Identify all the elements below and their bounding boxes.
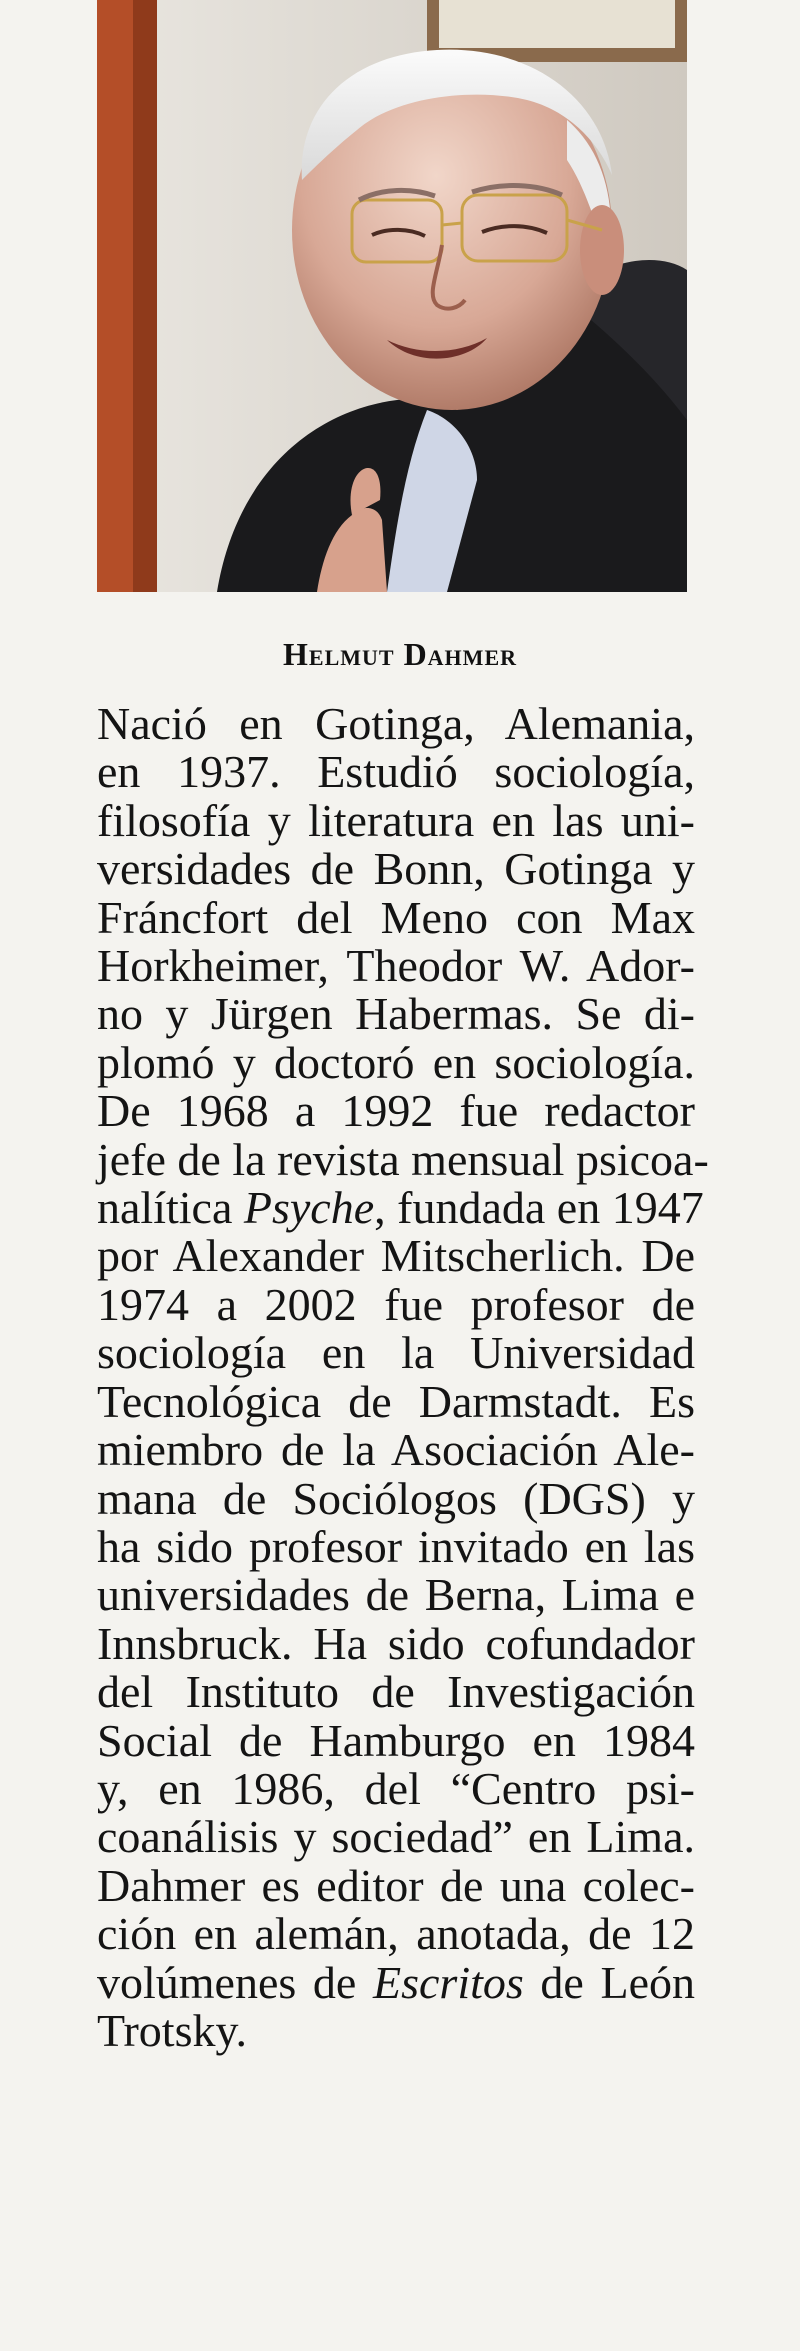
bio-line (97, 891, 695, 943)
bio-line (97, 1375, 695, 1427)
bio-text: Social de Hamburgo en 1984 (97, 1714, 695, 1766)
bio-line (97, 1668, 695, 1716)
bio-text: Horkheimer, Theodor W. Ador- (97, 940, 695, 992)
bio-line (97, 1956, 695, 2008)
bio-line (97, 1329, 695, 1377)
bio-line (97, 700, 695, 748)
bio-text: de León (523, 1956, 695, 2008)
bio-line (97, 1182, 704, 1234)
bio-text: 1974 a 2002 fue profesor de (97, 1278, 695, 1330)
author-photo (97, 0, 687, 592)
bio-line (97, 1087, 695, 1135)
bio-line (97, 1910, 695, 1958)
author-biography (97, 698, 709, 2056)
bio-line (97, 845, 695, 893)
bio-text: universidades de Berna, Lima e (97, 1569, 695, 1621)
bio-line (97, 990, 695, 1038)
bio-line (97, 1762, 695, 1814)
bio-italic-title: Psyche (243, 1182, 375, 1234)
bio-text: Fráncfort del Meno con Max (97, 891, 695, 943)
bio-text: sociología en la Universidad (97, 1327, 695, 1379)
bio-text: filosofía y literatura en las uni- (97, 794, 695, 846)
bio-text: plomó y doctoró en sociología. (97, 1036, 695, 1088)
bio-line (97, 1859, 695, 1911)
bio-text: no y Jürgen Habermas. Se di- (97, 988, 695, 1040)
bio-text: por Alexander Mitscherlich. De (97, 1230, 695, 1282)
bio-text: ción en alemán, anotada, de 12 (97, 1908, 695, 1960)
bio-text: y, en 1986, del “Centro psi- (97, 1762, 695, 1814)
bio-line (97, 1571, 695, 1619)
bio-text: Innsbruck. Ha sido cofundador (97, 1617, 695, 1669)
bio-line (97, 2004, 695, 2056)
bio-text: ha sido profesor invitado en las (97, 1520, 695, 1572)
bio-text: De 1968 a 1992 fue redactor (97, 1085, 695, 1137)
bio-text: miembro de la Asociación Ale- (97, 1424, 695, 1476)
bio-line (97, 1232, 695, 1280)
bio-text: nalítica (97, 1182, 244, 1234)
bio-line (97, 1133, 709, 1185)
bio-text: Tecnológica de Darmstadt. Es (97, 1375, 695, 1427)
bio-text: volúmenes de (97, 1956, 373, 2008)
bio-text: , fundada en 1947 (374, 1182, 704, 1234)
bio-line (97, 1036, 695, 1088)
bio-line (97, 1714, 695, 1766)
bio-text: Dahmer es editor de una colec- (97, 1859, 695, 1911)
bio-line (97, 1813, 695, 1861)
bio-text: coanálisis y sociedad” en Lima. (97, 1811, 695, 1863)
bio-italic-title: Escritos (373, 1956, 524, 2008)
bio-text: del Instituto de Investigación (97, 1666, 695, 1718)
bio-text: jefe de la revista mensual psicoa- (97, 1133, 709, 1185)
bio-line (97, 1278, 695, 1330)
bio-text: mana de Sociólogos (DGS) y (97, 1472, 695, 1524)
bio-line (97, 1426, 695, 1474)
bio-text: Nació en Gotinga, Alemania, (97, 698, 695, 749)
author-name: Helmut Dahmer (283, 636, 517, 672)
bio-text: en 1937. Estudió sociología, (97, 746, 695, 798)
bio-line (97, 1520, 695, 1572)
bio-line (97, 794, 695, 846)
bio-line (97, 1472, 695, 1524)
bio-text: Trotsky. (97, 2004, 247, 2056)
bio-line (97, 748, 695, 796)
bio-text: versidades de Bonn, Gotinga y (97, 843, 695, 895)
bio-line (97, 942, 695, 990)
bio-line (97, 1617, 695, 1669)
